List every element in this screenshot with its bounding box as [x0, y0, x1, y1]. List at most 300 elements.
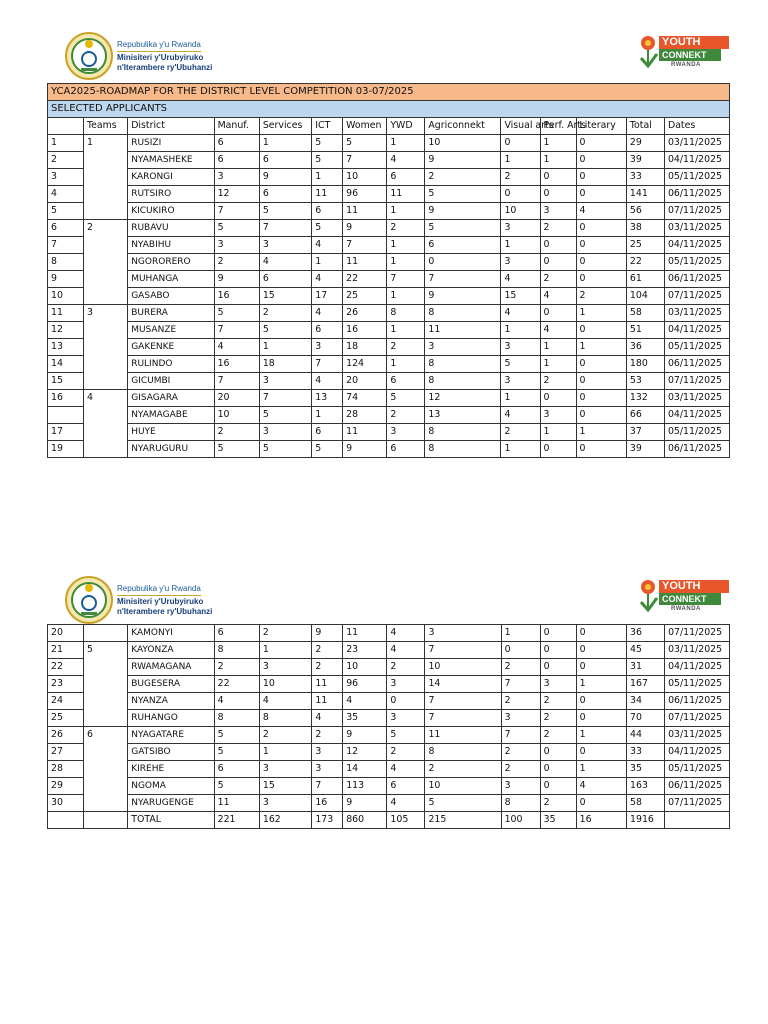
services-cell: 7: [259, 390, 311, 407]
logo-word-connekt: CONNEKT: [659, 593, 721, 605]
total-cell: 132: [626, 390, 664, 407]
agri-cell: 10: [425, 778, 501, 795]
ywd-cell: 2: [387, 659, 425, 676]
services-cell: 4: [259, 693, 311, 710]
district-cell: NGOMA: [128, 778, 214, 795]
table-row: [48, 424, 730, 441]
ywd-cell: 1: [387, 254, 425, 271]
date-cell: 07/11/2025: [664, 203, 729, 220]
agri-cell: 11: [425, 322, 501, 339]
total-cell: 66: [626, 407, 664, 424]
ywd-cell: 6: [387, 778, 425, 795]
table-subtitle-row: [48, 101, 730, 118]
page-header-2: [47, 574, 730, 626]
manuf-cell: 6: [214, 761, 259, 778]
manuf-cell: 9: [214, 271, 259, 288]
district-cell: NGORORERO: [128, 254, 214, 271]
perf-cell: 0: [540, 659, 576, 676]
total-cell: 44: [627, 727, 665, 744]
date-cell: 04/11/2025: [664, 322, 729, 339]
visual-cell: 3: [501, 710, 540, 727]
youth-connekt-logo: [637, 34, 731, 70]
total-cell: 39: [626, 441, 664, 458]
district-cell: KAYONZA: [128, 642, 214, 659]
ict-cell: 5: [312, 152, 343, 169]
table-row: [48, 254, 730, 271]
district-cell: NYAGATARE: [128, 727, 214, 744]
team-cell: 4: [83, 390, 127, 458]
services-cell: 6: [259, 152, 311, 169]
perf-cell: 0: [540, 305, 576, 322]
ywd-cell: 1: [387, 288, 425, 305]
women-cell: 9: [343, 441, 387, 458]
ywd-cell: 2: [387, 744, 425, 761]
row-number: 27: [48, 744, 84, 761]
total-cell: 163: [627, 778, 665, 795]
table-row: [48, 373, 730, 390]
services-cell: 1: [259, 135, 311, 152]
services-cell: 9: [259, 169, 311, 186]
perf-cell: 0: [540, 778, 576, 795]
date-cell: 03/11/2025: [665, 727, 730, 744]
women-cell: 22: [343, 271, 387, 288]
row-number: 6: [48, 220, 84, 237]
date-cell: 06/11/2025: [664, 271, 729, 288]
district-cell: NYARUGURU: [128, 441, 214, 458]
manuf-cell: 10: [214, 407, 259, 424]
literary-cell: 0: [576, 390, 626, 407]
ywd-cell: 5: [387, 727, 425, 744]
visual-cell: 4: [501, 407, 540, 424]
district-cell: GISAGARA: [128, 390, 214, 407]
district-cell: RWAMAGANA: [128, 659, 214, 676]
literary-cell: 0: [576, 441, 626, 458]
services-cell: 3: [259, 795, 311, 812]
perf-cell: 2: [540, 271, 576, 288]
agri-cell: 9: [425, 288, 501, 305]
total-cell: 180: [626, 356, 664, 373]
ict-cell: 13: [312, 390, 343, 407]
perf-cell: 2: [540, 710, 576, 727]
manuf-cell: 8: [214, 642, 259, 659]
literary-cell: 0: [576, 693, 626, 710]
women-cell: 9: [343, 220, 387, 237]
row-number: 1: [48, 135, 84, 152]
services-cell: 10: [259, 676, 311, 693]
visual-cell: 3: [501, 220, 540, 237]
district-cell: KICUKIRO: [128, 203, 214, 220]
date-cell: 07/11/2025: [665, 795, 730, 812]
total-cell: 51: [626, 322, 664, 339]
visual-cell: 5: [501, 356, 540, 373]
ywd-cell: 1: [387, 356, 425, 373]
total-empty-cell: [48, 812, 84, 829]
applicants-table-continued: [47, 624, 730, 829]
literary-cell: 0: [576, 254, 626, 271]
ict-cell: 9: [312, 625, 343, 642]
women-cell: 11: [343, 254, 387, 271]
women-cell: 5: [343, 135, 387, 152]
perf-cell: 2: [540, 795, 576, 812]
row-number: 20: [48, 625, 84, 642]
ict-cell: 2: [312, 727, 343, 744]
women-cell: 11: [343, 203, 387, 220]
visual-cell: 4: [501, 305, 540, 322]
total-ywd-cell: 105: [387, 812, 425, 829]
row-number: 24: [48, 693, 84, 710]
manuf-cell: 16: [214, 356, 259, 373]
ywd-cell: 2: [387, 220, 425, 237]
agri-cell: 0: [425, 254, 501, 271]
ywd-cell: 4: [387, 625, 425, 642]
visual-cell: 1: [501, 625, 540, 642]
visual-cell: 2: [501, 424, 540, 441]
date-cell: 05/11/2025: [664, 339, 729, 356]
agri-cell: 7: [425, 710, 501, 727]
perf-cell: 0: [540, 237, 576, 254]
total-cell: 35: [627, 761, 665, 778]
visual-cell: 2: [501, 169, 540, 186]
row-number: 21: [48, 642, 84, 659]
visual-cell: 2: [501, 659, 540, 676]
perf-cell: 0: [540, 441, 576, 458]
ict-cell: 5: [312, 135, 343, 152]
ict-cell: 4: [312, 271, 343, 288]
ministry-line1: Minisiteri y'Urubyiruko: [117, 53, 204, 62]
table-row: [48, 220, 730, 237]
manuf-cell: 6: [214, 625, 259, 642]
ict-cell: 3: [312, 339, 343, 356]
ywd-cell: 6: [387, 441, 425, 458]
agri-cell: 5: [425, 186, 501, 203]
visual-cell: 7: [501, 676, 540, 693]
row-number: 9: [48, 271, 84, 288]
manuf-cell: 3: [214, 169, 259, 186]
services-cell: 5: [259, 407, 311, 424]
agri-cell: 12: [425, 390, 501, 407]
team-cell: 1: [83, 135, 127, 220]
women-cell: 12: [343, 744, 387, 761]
visual-cell: 1: [501, 152, 540, 169]
date-cell: 05/11/2025: [665, 676, 730, 693]
table-row: [48, 271, 730, 288]
perf-cell: 2: [540, 220, 576, 237]
district-cell: GASABO: [128, 288, 214, 305]
total-cell: 36: [627, 625, 665, 642]
agri-cell: 8: [425, 744, 501, 761]
ywd-cell: 4: [387, 152, 425, 169]
table-row: [48, 169, 730, 186]
services-cell: 5: [259, 203, 311, 220]
women-cell: 26: [343, 305, 387, 322]
district-cell: RUTSIRO: [128, 186, 214, 203]
table-row: [48, 390, 730, 407]
row-number: 22: [48, 659, 84, 676]
women-cell: 7: [343, 237, 387, 254]
women-cell: 10: [343, 659, 387, 676]
manuf-cell: 4: [214, 339, 259, 356]
manuf-cell: 6: [214, 152, 259, 169]
column-header: [48, 118, 84, 135]
ict-cell: 5: [312, 441, 343, 458]
date-cell: 04/11/2025: [665, 659, 730, 676]
district-cell: RUBAVU: [128, 220, 214, 237]
literary-cell: 0: [576, 744, 626, 761]
row-number: 23: [48, 676, 84, 693]
manuf-cell: 5: [214, 744, 259, 761]
ict-cell: 1: [312, 169, 343, 186]
ministry-name: [117, 40, 212, 73]
district-cell: MUSANZE: [128, 322, 214, 339]
services-cell: 2: [259, 625, 311, 642]
total-label-cell: TOTAL: [128, 812, 214, 829]
table-row: [48, 322, 730, 339]
perf-cell: 0: [540, 761, 576, 778]
ywd-cell: 7: [387, 271, 425, 288]
district-cell: MUHANGA: [128, 271, 214, 288]
row-number: 8: [48, 254, 84, 271]
logo-country: RWANDA: [671, 62, 701, 68]
manuf-cell: 5: [214, 441, 259, 458]
date-cell: 06/11/2025: [665, 693, 730, 710]
logo-word-connekt: CONNEKT: [659, 49, 721, 61]
total-cell: 33: [627, 744, 665, 761]
literary-cell: 0: [576, 710, 626, 727]
agri-cell: 9: [425, 203, 501, 220]
literary-cell: 0: [576, 356, 626, 373]
column-header: Perf. Arts: [540, 118, 576, 135]
agri-cell: 7: [425, 693, 501, 710]
column-header: Agriconnekt: [425, 118, 501, 135]
agri-cell: 13: [425, 407, 501, 424]
manuf-cell: 7: [214, 322, 259, 339]
services-cell: 2: [259, 727, 311, 744]
row-number: 19: [48, 441, 84, 458]
women-cell: 4: [343, 693, 387, 710]
column-header: Literary: [576, 118, 626, 135]
total-cell: 104: [626, 288, 664, 305]
ywd-cell: 5: [387, 390, 425, 407]
women-cell: 28: [343, 407, 387, 424]
gold-divider: [117, 51, 201, 52]
ict-cell: 1: [312, 254, 343, 271]
women-cell: 96: [343, 186, 387, 203]
women-cell: 14: [343, 761, 387, 778]
row-number: 7: [48, 237, 84, 254]
table-row: [48, 625, 730, 642]
literary-cell: 1: [576, 339, 626, 356]
visual-cell: 3: [501, 373, 540, 390]
ministry-line2: n'Iterambere ry'Ubuhanzi: [117, 607, 213, 616]
total-cell: 56: [626, 203, 664, 220]
ict-cell: 7: [312, 356, 343, 373]
manuf-cell: 5: [214, 727, 259, 744]
applicants-table: [47, 83, 730, 458]
ywd-cell: 3: [387, 424, 425, 441]
team-cell: 3: [83, 305, 127, 390]
total-agri-cell: 215: [425, 812, 501, 829]
ict-cell: 7: [312, 778, 343, 795]
column-header: Visual arts: [501, 118, 540, 135]
perf-cell: 0: [540, 169, 576, 186]
ict-cell: 6: [312, 322, 343, 339]
visual-cell: 0: [501, 186, 540, 203]
row-number: 16: [48, 390, 84, 407]
date-cell: 03/11/2025: [664, 135, 729, 152]
ywd-cell: 2: [387, 339, 425, 356]
visual-cell: 15: [501, 288, 540, 305]
column-header: YWD: [387, 118, 425, 135]
ict-cell: 16: [312, 795, 343, 812]
row-number: 17: [48, 424, 84, 441]
visual-cell: 3: [501, 339, 540, 356]
visual-cell: 1: [501, 441, 540, 458]
team-cell: 2: [83, 220, 127, 305]
total-cell: 141: [626, 186, 664, 203]
table-title: YCA2025-ROADMAP FOR THE DISTRICT LEVEL COMPETITION 03-07/2025: [48, 84, 730, 101]
literary-cell: 1: [576, 305, 626, 322]
services-cell: 1: [259, 744, 311, 761]
perf-cell: 4: [540, 288, 576, 305]
team-cell: 6: [84, 727, 128, 812]
agri-cell: 8: [425, 305, 501, 322]
column-header: Dates: [664, 118, 729, 135]
women-cell: 18: [343, 339, 387, 356]
manuf-cell: 4: [214, 693, 259, 710]
ywd-cell: 1: [387, 203, 425, 220]
total-row: [48, 812, 730, 829]
row-number: 14: [48, 356, 84, 373]
manuf-cell: 12: [214, 186, 259, 203]
ict-cell: 11: [312, 693, 343, 710]
total-cell: 61: [626, 271, 664, 288]
literary-cell: 0: [576, 322, 626, 339]
table-row: [48, 356, 730, 373]
ict-cell: 2: [312, 642, 343, 659]
literary-cell: 1: [576, 727, 626, 744]
row-number: 30: [48, 795, 84, 812]
women-cell: 9: [343, 795, 387, 812]
table-row: [48, 203, 730, 220]
perf-cell: 1: [540, 356, 576, 373]
ywd-cell: 11: [387, 186, 425, 203]
table-row: [48, 727, 730, 744]
women-cell: 25: [343, 288, 387, 305]
literary-cell: 0: [576, 795, 626, 812]
ywd-cell: 3: [387, 676, 425, 693]
women-cell: 113: [343, 778, 387, 795]
ywd-cell: 4: [387, 761, 425, 778]
ict-cell: 6: [312, 424, 343, 441]
ywd-cell: 6: [387, 169, 425, 186]
services-cell: 18: [259, 356, 311, 373]
total-cell: 70: [627, 710, 665, 727]
total-empty-cell: [665, 812, 730, 829]
column-header: ICT: [312, 118, 343, 135]
visual-cell: 1: [501, 390, 540, 407]
ywd-cell: 1: [387, 322, 425, 339]
ywd-cell: 4: [387, 642, 425, 659]
agri-cell: 6: [425, 237, 501, 254]
total-cell: 36: [626, 339, 664, 356]
manuf-cell: 20: [214, 390, 259, 407]
column-header: Total: [626, 118, 664, 135]
total-manuf-cell: 221: [214, 812, 259, 829]
perf-cell: 0: [540, 744, 576, 761]
manuf-cell: 22: [214, 676, 259, 693]
services-cell: 3: [259, 424, 311, 441]
rwanda-coat-of-arms-logo: [65, 576, 113, 624]
ministry-name: [117, 584, 212, 617]
visual-cell: 2: [501, 761, 540, 778]
literary-cell: 1: [576, 424, 626, 441]
district-cell: KAMONYI: [128, 625, 214, 642]
row-number: 29: [48, 778, 84, 795]
ywd-cell: 1: [387, 237, 425, 254]
manuf-cell: 2: [214, 424, 259, 441]
agri-cell: 3: [425, 339, 501, 356]
date-cell: 05/11/2025: [664, 254, 729, 271]
team-cell: 5: [84, 642, 128, 727]
women-cell: 23: [343, 642, 387, 659]
literary-cell: 4: [576, 778, 626, 795]
manuf-cell: 2: [214, 254, 259, 271]
perf-cell: 0: [540, 625, 576, 642]
agri-cell: 7: [425, 271, 501, 288]
literary-cell: 0: [576, 373, 626, 390]
district-cell: HUYE: [128, 424, 214, 441]
total-cell: 58: [626, 305, 664, 322]
visual-cell: 7: [501, 727, 540, 744]
literary-cell: 0: [576, 152, 626, 169]
total-empty-cell: [84, 812, 128, 829]
rwanda-coat-of-arms-logo: [65, 32, 113, 80]
manuf-cell: 2: [214, 659, 259, 676]
manuf-cell: 5: [214, 305, 259, 322]
table-row: [48, 237, 730, 254]
date-cell: 06/11/2025: [664, 441, 729, 458]
perf-cell: 2: [540, 373, 576, 390]
total-cell: 34: [627, 693, 665, 710]
visual-cell: 0: [501, 135, 540, 152]
row-number: [48, 407, 84, 424]
date-cell: 03/11/2025: [664, 305, 729, 322]
district-cell: GAKENKE: [128, 339, 214, 356]
ict-cell: 2: [312, 659, 343, 676]
total-services-cell: 162: [259, 812, 311, 829]
literary-cell: 0: [576, 220, 626, 237]
literary-cell: 1: [576, 676, 626, 693]
youth-connekt-logo: [637, 578, 731, 614]
table-row: [48, 186, 730, 203]
table-row: [48, 441, 730, 458]
agri-cell: 2: [425, 169, 501, 186]
table-row: [48, 693, 730, 710]
total-perf-cell: 35: [540, 812, 576, 829]
total-cell: 29: [626, 135, 664, 152]
ict-cell: 3: [312, 761, 343, 778]
manuf-cell: 7: [214, 373, 259, 390]
district-cell: NYARUGENGE: [128, 795, 214, 812]
literary-cell: 1: [576, 761, 626, 778]
date-cell: 06/11/2025: [664, 186, 729, 203]
agri-cell: 8: [425, 373, 501, 390]
ict-cell: 5: [312, 220, 343, 237]
date-cell: 03/11/2025: [664, 390, 729, 407]
women-cell: 11: [343, 424, 387, 441]
perf-cell: 0: [540, 186, 576, 203]
page-header: [47, 30, 730, 82]
